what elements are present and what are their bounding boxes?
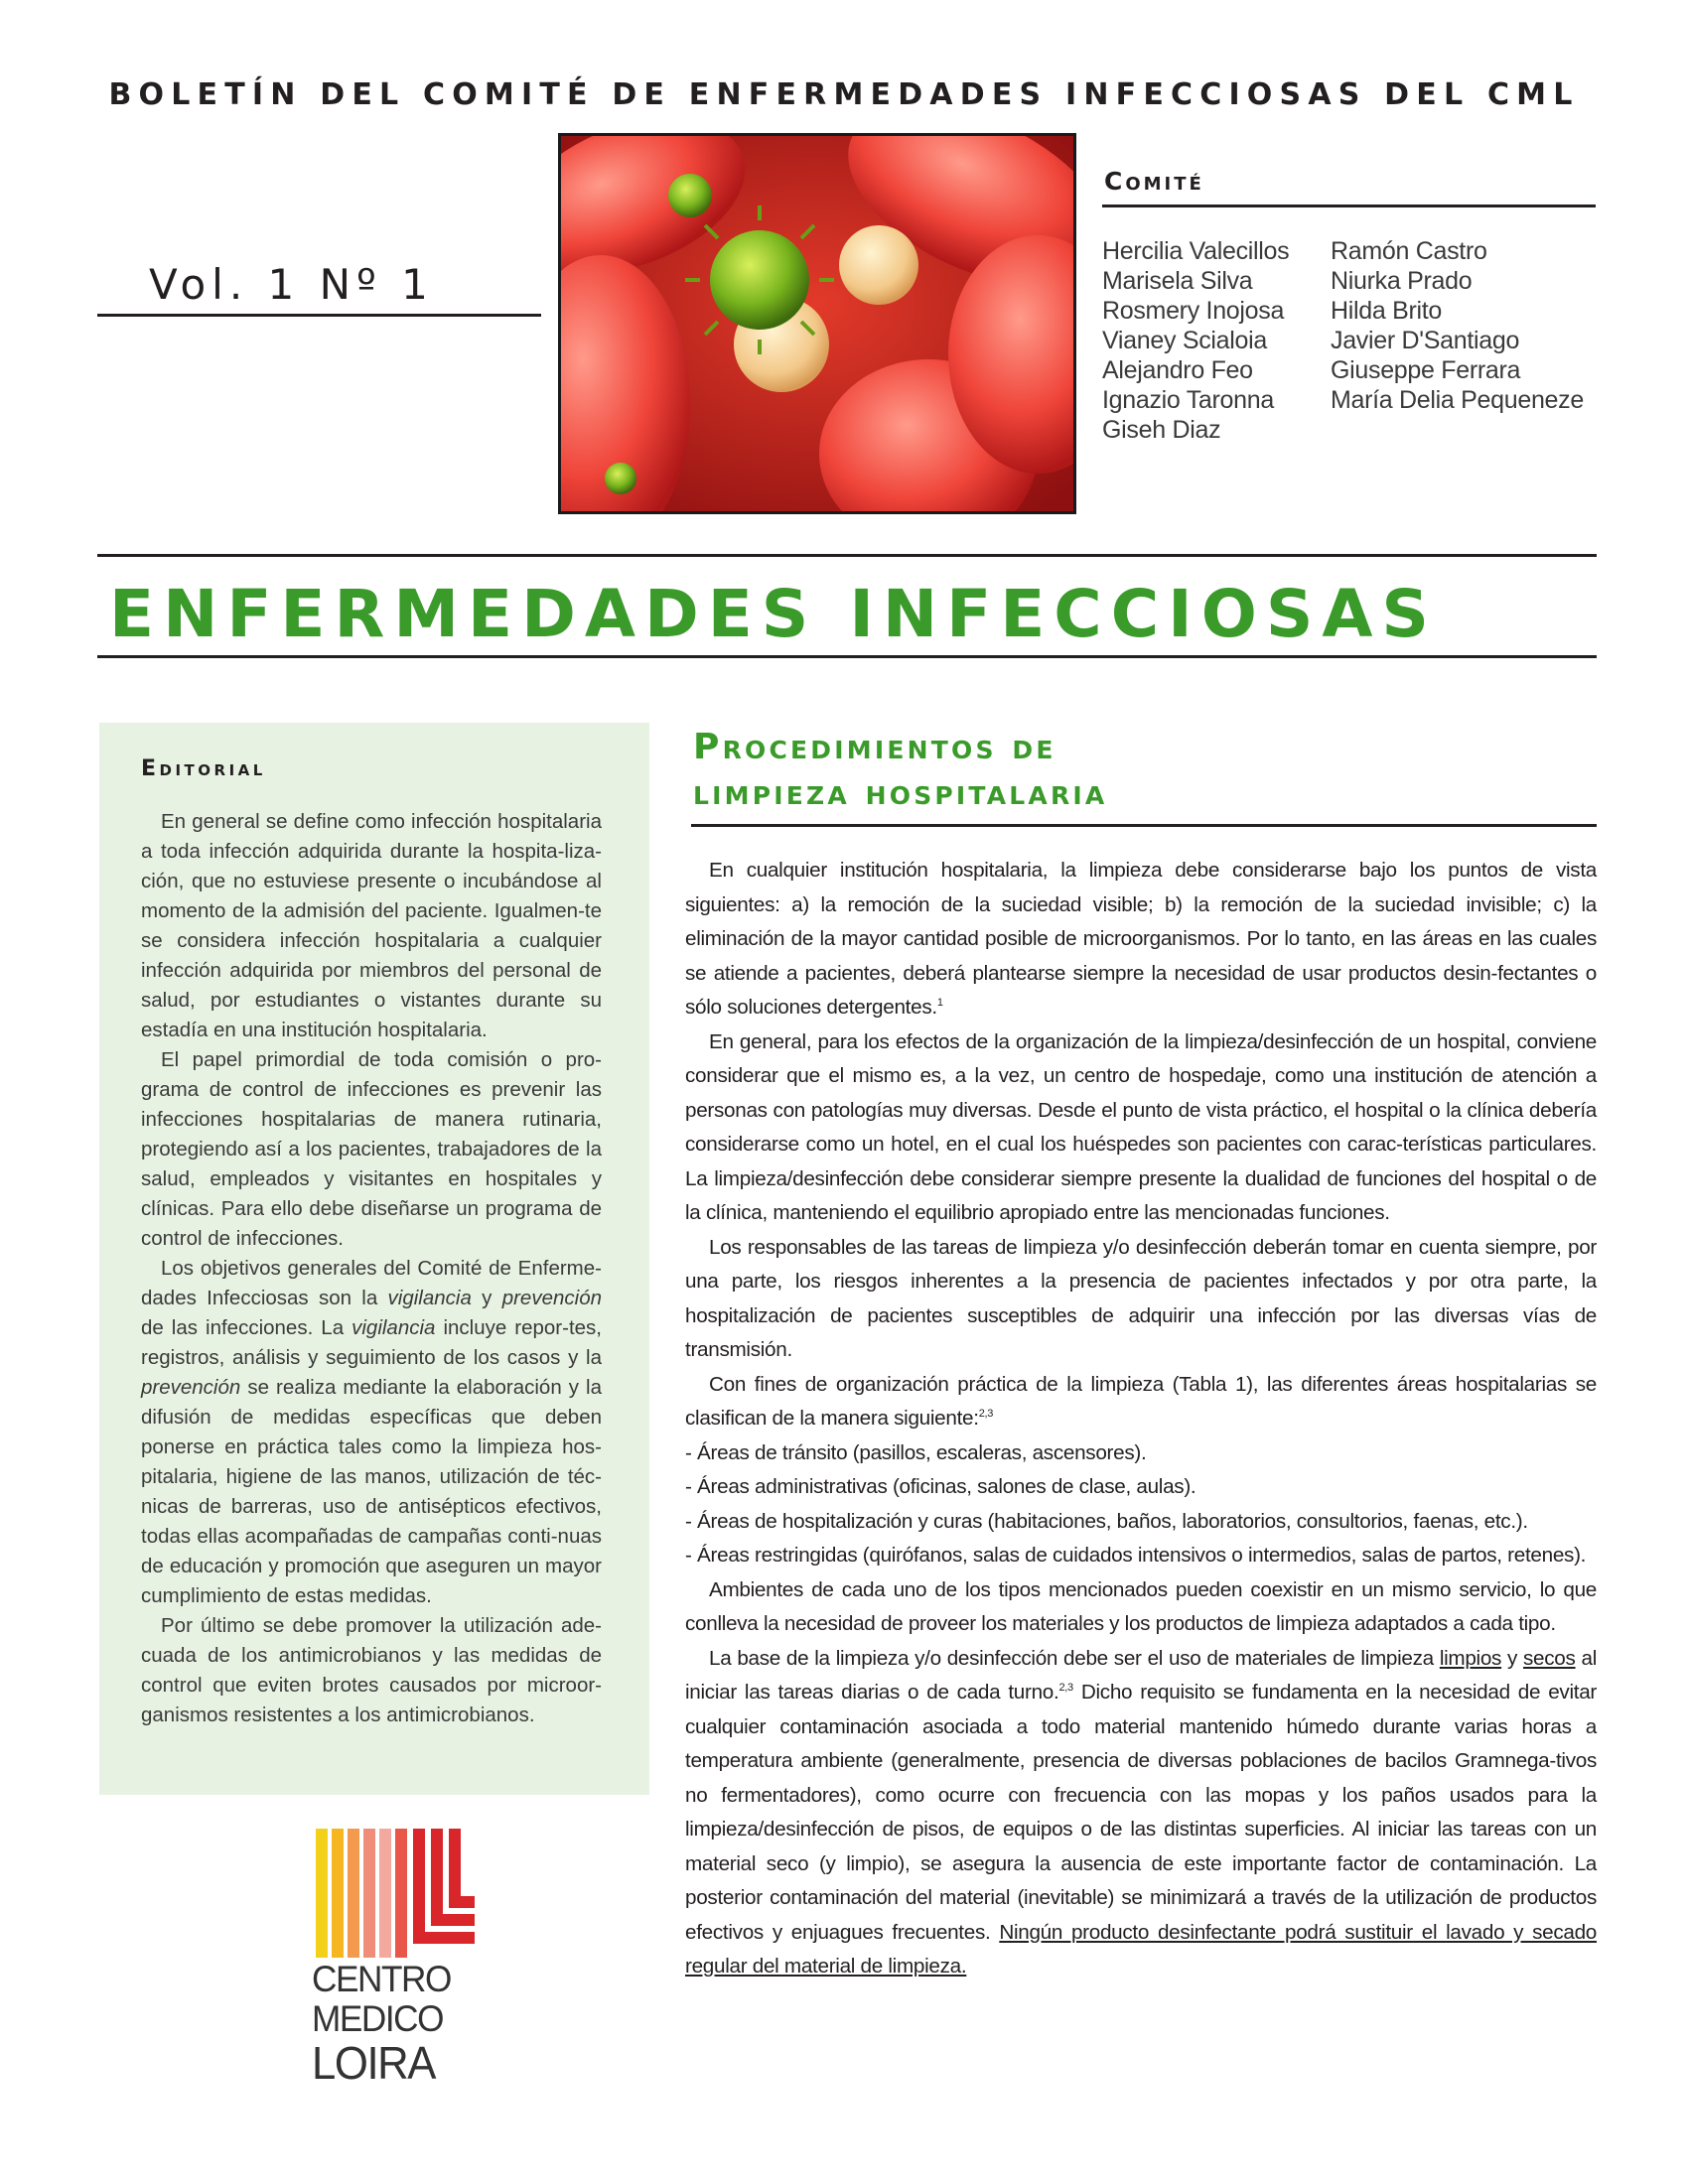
volume-number: Vol. 1 Nº 1 — [149, 260, 434, 309]
article-body — [685, 854, 1597, 1984]
bulletin-header: BOLETÍN DEL COMITÉ DE ENFERMEDADES INFECCIOSAS DEL CML — [108, 77, 1580, 112]
member-name: Rosmery Inojosa — [1102, 297, 1285, 325]
member-name: Hercilia Valecillos — [1102, 237, 1290, 265]
editorial-heading: Editorial — [141, 756, 266, 781]
article-paragraph: Con fines de organización práctica de la limpieza (Tabla 1), las diferentes áreas hospitalarias se clasifican de la manera siguiente:$^{2,3}$ — [685, 1372, 1597, 1430]
article-paragraph: La base de la limpieza y/o desinfección debe ser el uso de materiales de limpieza limpios y secos al iniciar las tareas diarias o de cada turno.$^{2,3}$ Dicho requisito se fundamenta en la necesidad de evitar cualquier contaminación asociada a todo material mantenido húmedo durante varias horas a temperatura ambiente (generalmente, presencia de diversas poblaciones de bacilos Gramnega-tivos no fermentadores), como ocurre con frecuencia con las mopas y los paños usados para la limpieza/desinfección de pisos, de equipos o de las distintas superficies. Al iniciar las tareas con un material seco (y limpio), se asegura la ausencia de este importante factor de contaminación. La posterior contaminación del material (inevitable) se minimizará a través de la utilización de productos efectivos y enjuagues frecuentes. Ningún producto desinfectante podrá sustituir el lavado y secado regular del material de limpieza. — [685, 1646, 1598, 1978]
list-item: - Áreas de hospitalización y curas (habitaciones, baños, laboratorios, consultorios, faenas, etc.). — [685, 1509, 1528, 1533]
article-title-rule — [691, 824, 1597, 827]
member-name: Ignazio Taronna — [1102, 386, 1274, 414]
main-title: ENFERMEDADES INFECCIOSAS — [109, 576, 1438, 652]
member-name: Marisela Silva — [1102, 267, 1253, 295]
article-paragraph: En general, para los efectos de la organización de la limpieza/desinfección de un hospital, conviene considerar que el mismo es, a la vez, un centro de hospedaje, como una institución de atención a personas con patologías muy diversas. Desde el punto de vista práctico, el hospital o la clínica debería considerarse como un hotel, en el cual los huéspedes son pacientes con carac-terísticas particulares. La limpieza/desinfección debe considerar siempre presente la dualidad de funciones del hospital o de la clínica, manteniendo el equilibrio apropiado entre las mencionadas funciones. — [685, 1029, 1597, 1224]
virus-illustration — [558, 133, 1076, 514]
list-item: - Áreas de tránsito (pasillos, escaleras, ascensores). — [685, 1440, 1147, 1464]
member-name: Giuseppe Ferrara — [1331, 356, 1521, 384]
article-paragraph: En cualquier institución hospitalaria, la limpieza debe considerarse bajo los puntos de vista siguientes: a) la remoción de la suciedad visible; b) la remoción de la suciedad invisible; c) la eliminación de la mayor cantidad posible de microorganismos. Por lo tanto, en las áreas en las cuales se atiende a pacientes, deberá plantearse siempre la necesidad de usar productos desin-fectantes o sólo soluciones detergentes.$^1$ — [685, 859, 1597, 1019]
article-title: Procedimientos de limpieza hospitalaria — [693, 727, 1108, 813]
article-paragraph: Los responsables de las tareas de limpieza y/o desinfección deberán tomar en cuenta siempre, por una parte, los riesgos inherentes a la presencia de pacientes infectados y por otra parte, la hospitalización de pacientes susceptibles de adquirir una infección por las diversas vías de transmisión. — [685, 1235, 1597, 1361]
member-name: Ramón Castro — [1331, 237, 1487, 265]
editorial-paragraph: Los objetivos generales del Comité de Enferme-dades Infecciosas son la vigilancia y prevención de las infecciones. La vigilancia incluye repor-tes, registros, análisis y seguimiento de los casos y la prevención se realiza mediante la elaboración y la difusión de medidas específicas que deben ponerse en práctica tales como la limpieza hos-pitalaria, higiene de las manos, utilización de téc-nicas de barreras, uso de antisépticos efectivos, todas ellas acompañadas de campañas conti-nuas de educación y promoción que aseguren un mayor cumplimiento de estas medidas. — [141, 1257, 602, 1607]
virus-image — [561, 136, 1073, 511]
centro-medico-loira-logo — [312, 1829, 475, 2089]
member-name: Niurka Prado — [1331, 267, 1473, 295]
committee-members-right — [1331, 236, 1584, 415]
member-name: Javier D'Santiago — [1331, 327, 1520, 354]
article-paragraph: Ambientes de cada uno de los tipos mencionados pueden coexistir en un mismo servicio, lo que conlleva la necesidad de proveer los materiales y los productos de limpieza adaptados a cada tipo. — [685, 1577, 1597, 1635]
title-rule-bottom — [97, 655, 1597, 658]
editorial-paragraph: En general se define como infección hospitalaria a toda infección adquirida durante la hospita-liza-ción, que no estuviese presente o incubándose al momento de la admisión del paciente. Igualmen-te se considera infección hospitalaria a cualquier infección adquirida por miembros del personal de salud, por estudiantes o vistantes durante su estadía en una institución hospitalaria. — [141, 810, 602, 1041]
editorial-box — [99, 723, 649, 1795]
volume-rule — [97, 314, 541, 317]
list-item: - Áreas administrativas (oficinas, salones de clase, aulas). — [685, 1475, 1196, 1498]
title-rule-top — [97, 554, 1597, 557]
committee-members-left — [1102, 236, 1289, 445]
list-item: - Áreas restringidas (quirófanos, salas de cuidados intensivos o intermedios, salas de partos, retenes). — [685, 1544, 1587, 1567]
logo-stripes — [316, 1829, 475, 1958]
logo-wordmark: CENTRO MEDICO LOIRA — [312, 1959, 451, 2089]
committee-rule — [1102, 205, 1596, 207]
editorial-paragraph: Por último se debe promover la utilización ade-cuada de los antimicrobianos y las medidas de control que eviten brotes causados por microor-ganismos resistentes a los antimicrobianos. — [141, 1614, 602, 1726]
member-name: María Delia Pequeneze — [1331, 386, 1584, 414]
member-name: Hilda Brito — [1331, 297, 1443, 325]
editorial-paragraph: El papel primordial de toda comisión o pro-grama de control de infecciones es prevenir las infecciones hospitalarias de manera rutinaria, protegiendo así a los pacientes, trabajadores de la salud, empleados y visitantes en hospitales y clínicas. Para ello debe diseñarse un programa de control de infecciones. — [141, 1048, 602, 1250]
committee-label: Comité — [1104, 167, 1204, 196]
member-name: Alejandro Feo — [1102, 356, 1253, 384]
member-name: Giseh Diaz — [1102, 416, 1221, 444]
member-name: Vianey Scialoia — [1102, 327, 1267, 354]
